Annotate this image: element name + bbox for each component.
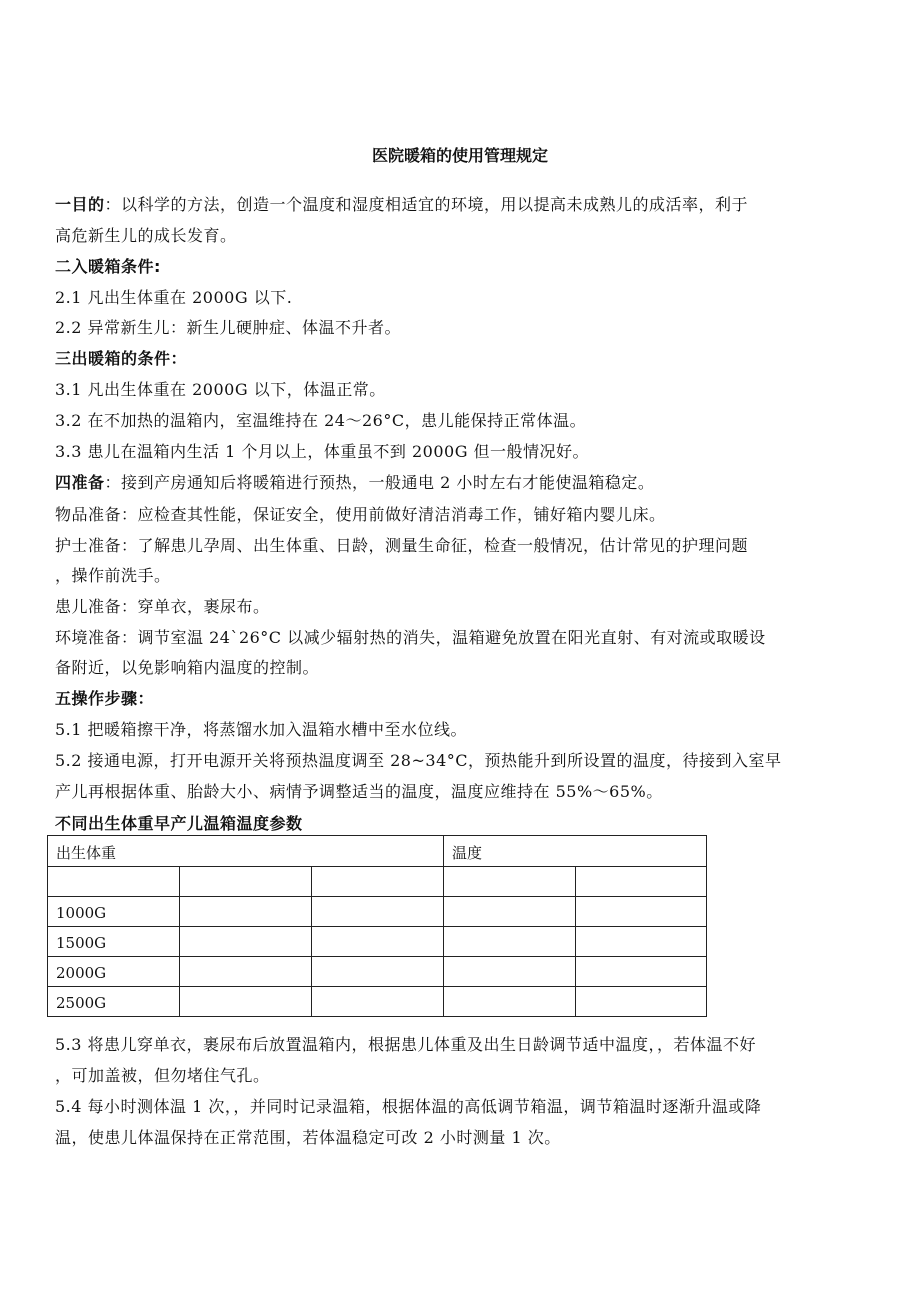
purpose-heading: 一目的 bbox=[55, 195, 105, 214]
step-5-1: 5.1 把暖箱擦干净，将蒸馏水加入温箱水槽中至水位线。 bbox=[55, 720, 468, 739]
table-caption: 不同出生体重早产儿温箱温度参数 bbox=[55, 814, 303, 833]
table-cell bbox=[444, 987, 576, 1017]
table-cell bbox=[576, 867, 707, 897]
exit-condition-1: 3.1 凡出生体重在 2000G 以下，体温正常。 bbox=[55, 380, 386, 399]
table-cell bbox=[180, 867, 312, 897]
table-row bbox=[48, 927, 707, 957]
weight-cell: 2500G bbox=[48, 987, 180, 1017]
table-row bbox=[48, 957, 707, 987]
step-5-4-cont: 温，使患儿体温保持在正常范围，若体温稳定可改 2 小时测量 1 次。 bbox=[55, 1128, 561, 1147]
purpose-line bbox=[55, 195, 855, 215]
exit-condition-3: 3.3 患儿在温箱内生活 1 个月以上，体重虽不到 2000G 但一般情况好。 bbox=[55, 442, 590, 461]
step-5-2: 5.2 接通电源，打开电源开关将预热温度调至 28~34°C，预热能升到所设置的温度，待接到入室早 bbox=[55, 751, 782, 770]
step-5-2-cont: 产儿再根据体重、胎龄大小、病情予调整适当的温度，温度应维持在 55%～65%。 bbox=[55, 782, 663, 801]
table-cell bbox=[312, 897, 444, 927]
weight-cell: 1500G bbox=[48, 927, 180, 957]
temperature-parameters-table bbox=[47, 835, 707, 1017]
table-row bbox=[48, 897, 707, 927]
patient-preparation: 患儿准备：穿单衣，裹尿布。 bbox=[55, 597, 270, 616]
entry-condition-1: 2.1 凡出生体重在 2000G 以下. bbox=[55, 288, 293, 307]
table-cell bbox=[180, 897, 312, 927]
table-cell bbox=[180, 927, 312, 957]
step-5-3-cont: ，可加盖被，但勿堵住气孔。 bbox=[55, 1066, 270, 1085]
table-cell bbox=[576, 987, 707, 1017]
table-row bbox=[48, 987, 707, 1017]
entry-conditions-heading: 二入暖箱条件: bbox=[55, 257, 161, 276]
weight-cell: 2000G bbox=[48, 957, 180, 987]
header-temperature: 温度 bbox=[444, 836, 707, 867]
table-cell bbox=[48, 867, 180, 897]
header-birth-weight: 出生体重 bbox=[48, 836, 444, 867]
environment-preparation-cont: 备附近，以免影响箱内温度的控制。 bbox=[55, 658, 320, 677]
preparation-line bbox=[55, 473, 855, 493]
items-preparation: 物品准备：应检查其性能，保证安全，使用前做好清洁消毒工作，铺好箱内婴儿床。 bbox=[55, 505, 666, 524]
purpose-text: ：以科学的方法，创造一个温度和湿度相适宜的环境，用以提高未成熟儿的成活率，利于 bbox=[104, 195, 749, 214]
nurse-preparation-cont: ，操作前洗手。 bbox=[55, 566, 171, 585]
table-cell bbox=[576, 927, 707, 957]
operation-steps-heading: 五操作步骤： bbox=[55, 689, 155, 708]
environment-preparation: 环境准备：调节室温 24`26°C 以减少辐射热的消失，温箱避免放置在阳光直射、有对流或取暖设 bbox=[55, 628, 766, 647]
step-5-3: 5.3 将患儿穿单衣，裹尿布后放置温箱内，根据患儿体重及出生日龄调节适中温度，，若体温不好 bbox=[55, 1035, 757, 1054]
exit-condition-2: 3.2 在不加热的温箱内，室温维持在 24～26°C，患儿能保持正常体温。 bbox=[55, 411, 587, 430]
table-cell bbox=[576, 897, 707, 927]
table-cell bbox=[444, 927, 576, 957]
table-header-row bbox=[48, 836, 707, 867]
table-cell bbox=[444, 957, 576, 987]
weight-cell: 1000G bbox=[48, 897, 180, 927]
table-cell bbox=[444, 867, 576, 897]
table-cell bbox=[312, 927, 444, 957]
table-row bbox=[48, 867, 707, 897]
entry-condition-2: 2.2 异常新生儿：新生儿硬肿症、体温不升者。 bbox=[55, 318, 402, 337]
step-5-4: 5.4 每小时测体温 1 次，，并同时记录温箱，根据体温的高低调节箱温，调节箱温时逐渐升温或降 bbox=[55, 1097, 762, 1116]
table-cell bbox=[180, 987, 312, 1017]
exit-conditions-heading: 三出暖箱的条件： bbox=[55, 349, 188, 368]
preparation-text: ：接到产房通知后将暖箱进行预热，一般通电 2 小时左右才能使温箱稳定。 bbox=[104, 473, 655, 492]
purpose-text-cont: 高危新生儿的成长发育。 bbox=[55, 226, 237, 245]
preparation-heading: 四准备 bbox=[55, 473, 105, 492]
table-cell bbox=[576, 957, 707, 987]
nurse-preparation: 护士准备：了解患儿孕周、出生体重、日龄，测量生命征，检查一般情况，估计常见的护理问题 bbox=[55, 536, 749, 555]
page-title: 医院暖箱的使用管理规定 bbox=[371, 146, 548, 165]
table-cell bbox=[444, 897, 576, 927]
table-cell bbox=[312, 957, 444, 987]
table-cell bbox=[312, 867, 444, 897]
table-cell bbox=[312, 987, 444, 1017]
table-cell bbox=[180, 957, 312, 987]
